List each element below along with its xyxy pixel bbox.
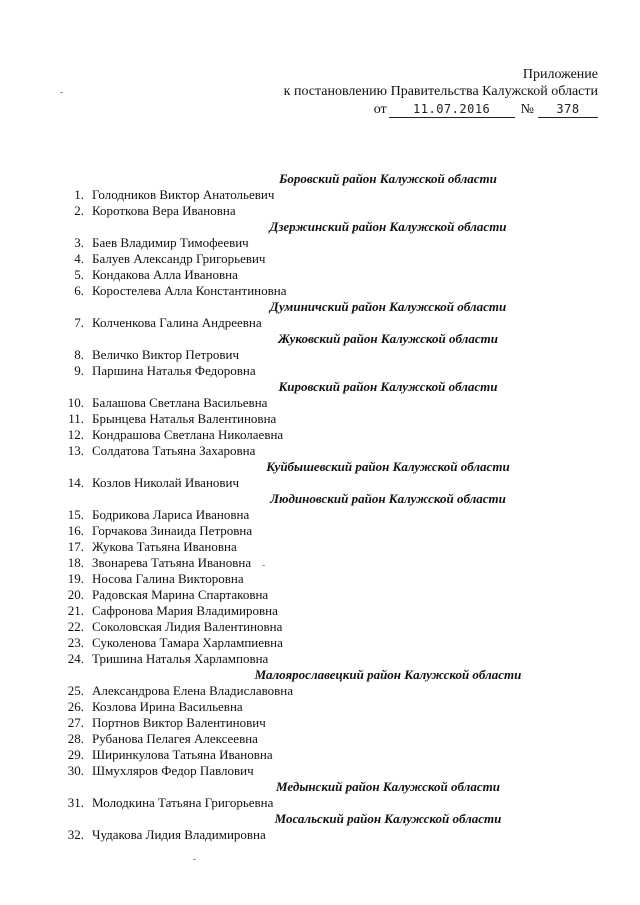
scan-speck	[193, 859, 196, 860]
list-item	[58, 523, 598, 539]
item-number: 29.	[67, 747, 84, 762]
from-label: от	[373, 102, 387, 117]
item-number: 13.	[67, 443, 84, 458]
list-item	[58, 251, 598, 267]
person-name: Жукова Татьяна Ивановна	[92, 539, 237, 554]
list-item	[58, 731, 598, 747]
person-name: Рубанова Пелагея Алексеевна	[92, 731, 258, 746]
item-number: 19.	[67, 571, 84, 586]
item-number: 15.	[67, 507, 84, 522]
person-name: Носова Галина Викторовна	[92, 571, 244, 586]
person-name: Радовская Марина Спартаковна	[92, 587, 269, 602]
district-heading: Малоярославецкий район Калужской области	[254, 667, 522, 682]
list-item	[58, 587, 598, 603]
resolution-reference: к постановлению Правительства Калужской области	[283, 84, 598, 99]
item-number: 9.	[74, 363, 84, 378]
scan-speck	[262, 565, 265, 566]
list-item	[58, 267, 598, 283]
resolution-number: 378	[538, 102, 598, 118]
district-heading: Боровский район Калужской области	[279, 171, 497, 186]
person-name: Брынцева Наталья Валентиновна	[92, 411, 277, 426]
person-name: Портнов Виктор Валентинович	[92, 715, 266, 730]
district-heading: Людиновский район Калужской области	[270, 491, 506, 506]
person-name: Коростелева Алла Константиновна	[92, 283, 287, 298]
appendix-title: Приложение	[522, 67, 598, 82]
district-heading: Дзержинский район Калужской области	[269, 219, 507, 234]
list-item	[58, 235, 598, 251]
people-list	[58, 171, 598, 843]
list-item	[58, 395, 598, 411]
item-number: 23.	[67, 635, 84, 650]
item-number: 14.	[67, 475, 84, 490]
person-name: Козлов Николай Иванович	[92, 475, 240, 490]
district-heading: Куйбышевский район Калужской области	[266, 459, 510, 474]
district-heading: Мосальский район Калужской области	[274, 811, 502, 826]
item-number: 11.	[68, 411, 84, 426]
item-number: 31.	[67, 795, 84, 810]
list-item	[58, 427, 598, 443]
item-number: 30.	[67, 763, 84, 778]
person-name: Короткова Вера Ивановна	[92, 203, 236, 218]
person-name: Ширинкулова Татьяна Ивановна	[92, 747, 273, 762]
list-item	[58, 507, 598, 523]
item-number: 4.	[74, 251, 84, 266]
item-number: 2.	[74, 203, 84, 218]
person-name: Александрова Елена Владиславовна	[92, 683, 294, 698]
item-number: 1.	[74, 187, 84, 202]
district-heading: Кировский район Калужской области	[278, 379, 498, 394]
item-number: 3.	[74, 235, 84, 250]
item-number: 17.	[67, 539, 84, 554]
person-name: Тришина Наталья Харламповна	[92, 651, 269, 666]
item-number: 10.	[67, 395, 84, 410]
person-name: Голодников Виктор Анатольевич	[92, 187, 275, 202]
item-number: 21.	[67, 603, 84, 618]
item-number: 26.	[67, 699, 84, 714]
person-name: Шмухляров Федор Павлович	[92, 763, 254, 778]
district-heading: Думиничский район Калужской области	[269, 299, 507, 314]
person-name: Кондакова Алла Ивановна	[92, 267, 238, 282]
person-name: Чудакова Лидия Владимировна	[92, 827, 266, 842]
list-item	[58, 347, 598, 363]
resolution-date-number	[268, 101, 598, 118]
person-name: Балашова Светлана Васильевна	[92, 395, 268, 410]
list-item	[58, 763, 598, 779]
item-number: 25.	[67, 683, 84, 698]
item-number: 12.	[67, 427, 84, 442]
list-item	[58, 795, 598, 811]
list-item	[58, 571, 598, 587]
list-item	[58, 747, 598, 763]
list-item	[58, 603, 598, 619]
item-number: 6.	[74, 283, 84, 298]
number-label: №	[520, 102, 534, 117]
resolution-date: 11.07.2016	[389, 102, 515, 118]
person-name: Паршина Наталья Федоровна	[92, 363, 256, 378]
list-item	[58, 283, 598, 299]
item-number: 5.	[74, 267, 84, 282]
person-name: Козлова Ирина Васильевна	[92, 699, 243, 714]
list-item	[58, 683, 598, 699]
item-number: 28.	[67, 731, 84, 746]
person-name: Сафронова Мария Владимировна	[92, 603, 278, 618]
person-name: Баев Владимир Тимофеевич	[92, 235, 249, 250]
person-name: Величко Виктор Петрович	[92, 347, 239, 362]
item-number: 7.	[74, 315, 84, 330]
person-name: Колченкова Галина Андреевна	[92, 315, 262, 330]
list-item	[58, 651, 598, 667]
list-item	[58, 475, 598, 491]
item-number: 32.	[67, 827, 84, 842]
person-name: Балуев Александр Григорьевич	[92, 251, 266, 266]
person-name: Кондрашова Светлана Николаевна	[92, 427, 284, 442]
item-number: 24.	[67, 651, 84, 666]
list-item	[58, 619, 598, 635]
list-item	[58, 443, 598, 459]
district-heading: Медынский район Калужской области	[276, 779, 500, 794]
list-item	[58, 715, 598, 731]
item-number: 8.	[74, 347, 84, 362]
person-name: Бодрикова Лариса Ивановна	[92, 507, 250, 522]
district-heading: Жуковский район Калужской области	[278, 331, 498, 346]
person-name: Молодкина Татьяна Григорьевна	[92, 795, 274, 810]
item-number: 18.	[67, 555, 84, 570]
scan-speck	[60, 92, 63, 93]
list-item	[58, 411, 598, 427]
list-item	[58, 555, 598, 571]
list-item	[58, 315, 598, 331]
appendix-header	[268, 66, 598, 118]
person-name: Суколенова Тамара Харлампиевна	[92, 635, 283, 650]
item-number: 16.	[67, 523, 84, 538]
item-number: 27.	[67, 715, 84, 730]
list-item	[58, 187, 598, 203]
list-item	[58, 699, 598, 715]
person-name: Звонарева Татьяна Ивановна	[92, 555, 252, 570]
item-number: 22.	[67, 619, 84, 634]
list-item	[58, 635, 598, 651]
list-item	[58, 363, 598, 379]
person-name: Соколовская Лидия Валентиновна	[92, 619, 283, 634]
item-number: 20.	[67, 587, 84, 602]
person-name: Горчакова Зинаида Петровна	[92, 523, 253, 538]
list-item	[58, 203, 598, 219]
list-item	[58, 539, 598, 555]
person-name: Солдатова Татьяна Захаровна	[92, 443, 256, 458]
list-item	[58, 827, 598, 843]
